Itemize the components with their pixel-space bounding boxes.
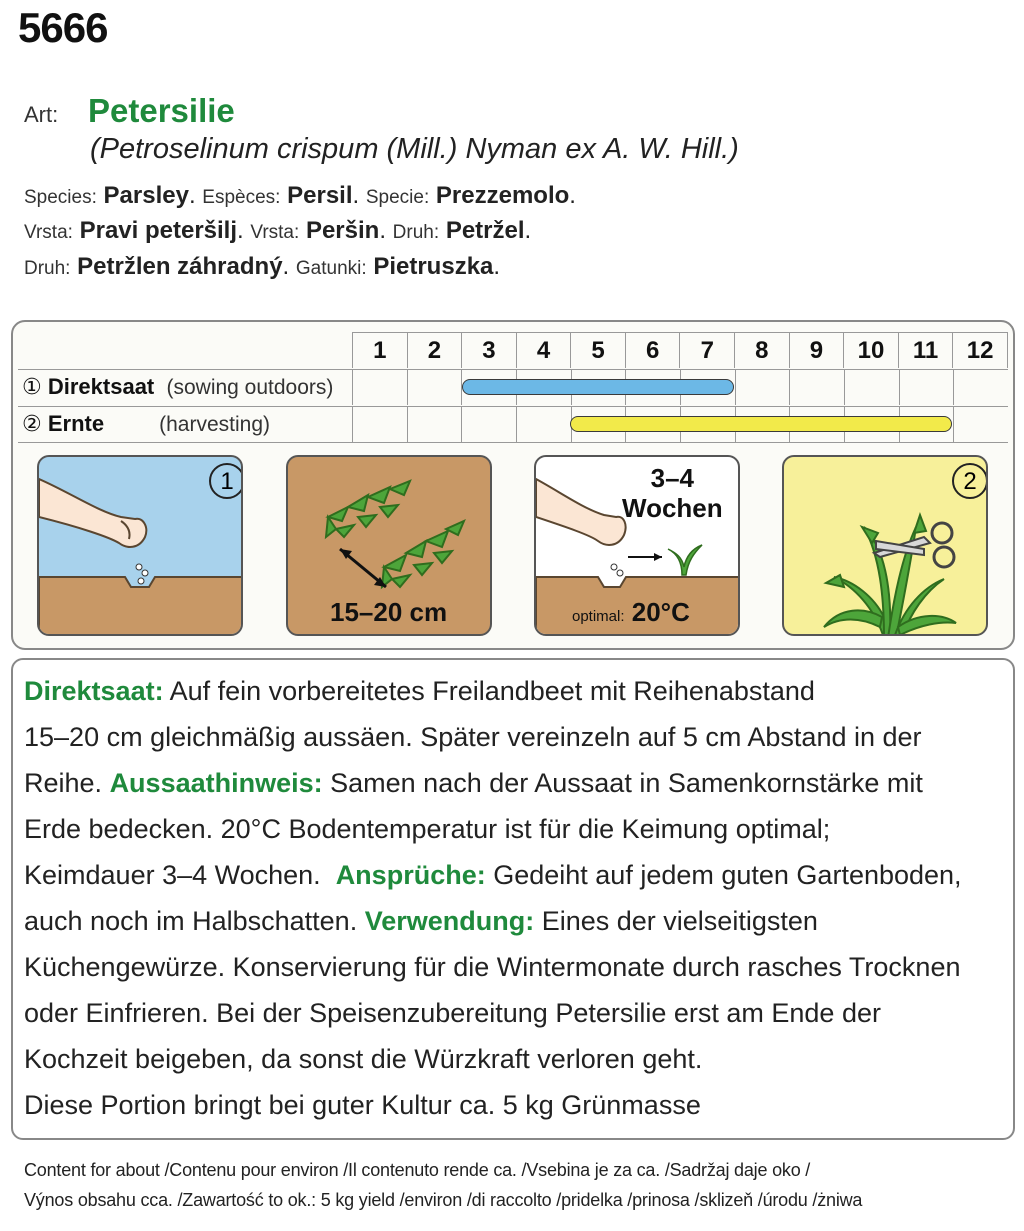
desc-text: Gedeiht auf jedem guten Gartenboden, [485, 860, 962, 890]
desc-line: Erde bedecken. 20°C Bodentemperatur ist für die Keimung optimal; [24, 814, 831, 844]
germination-time [622, 463, 723, 523]
desc-line: 15–20 cm gleichmäßig aussäen. Später vereinzeln auf 5 cm Abstand in der [24, 722, 922, 752]
spacing-label: 15–20 cm [330, 597, 448, 627]
row-number: ① [22, 374, 42, 399]
month-label: 9 [789, 333, 844, 368]
svg-text:2: 2 [963, 468, 977, 495]
species-value: Pravi peteršilj [79, 217, 238, 244]
month-label: 8 [734, 333, 789, 368]
weeks-number: 3–4 [650, 463, 695, 493]
weeks-unit: Wochen [622, 493, 723, 523]
month-label: 11 [898, 333, 953, 368]
row-label [22, 411, 270, 437]
row-number: ② [22, 411, 42, 436]
species-label: Druh: [24, 258, 71, 279]
desc-text: auch noch im Halbschatten. [24, 906, 365, 936]
heading-verwendung: Verwendung: [364, 906, 535, 936]
heading-aussaathinweis: Aussaathinweis: [109, 768, 323, 798]
desc-text: Keimdauer 3–4 Wochen. [24, 860, 336, 890]
row-label [22, 374, 333, 400]
art-label: Art: [24, 102, 59, 127]
month-label: 2 [407, 333, 462, 368]
desc-text: Eines der vielseitigsten [534, 906, 818, 936]
sowing-period-bar [462, 379, 734, 395]
row-title: Direktsaat [47, 374, 155, 399]
species-line: Vrsta: Pravi peteršilj. Vrsta: Peršin. Druh: Petržel. [24, 217, 532, 244]
months-header [352, 332, 1008, 368]
month-label: 5 [570, 333, 625, 368]
svg-text:1: 1 [220, 468, 234, 495]
harvest-period-bar [570, 416, 952, 432]
species-label: Species: [24, 187, 97, 208]
desc-line [24, 668, 1009, 714]
desc-line [24, 852, 1009, 898]
species-value: Peršin [305, 217, 380, 244]
desc-line: Küchengewürze. Konservierung für die Wintermonate durch rasches Trocknen [24, 952, 961, 982]
optimal-temperature [572, 597, 690, 628]
species-label: Vrsta: [24, 222, 73, 243]
month-label: 7 [679, 333, 734, 368]
month-label: 6 [625, 333, 680, 368]
month-label: 10 [843, 333, 898, 368]
footer-line: Výnos obsahu cca. /Zawartość to ok.: 5 kg yield /environ /di raccolto /pridelka /prinosa /sklizeň /úrodu /żniwa [24, 1190, 863, 1210]
footer-line: Content for about /Contenu pour environ /Il contenuto rende ca. /Vsebina je za ca. /Sadržaj daje oko / [24, 1160, 811, 1180]
species-line: Species: Parsley. Espèces: Persil. Specie: Prezzemolo. [24, 182, 576, 209]
species-label: Gatunki: [295, 258, 367, 279]
heading-ansprueche: Ansprüche: [335, 860, 486, 890]
species-label: Espèces: [202, 187, 281, 208]
desc-line: Kochzeit beigeben, da sonst die Würzkraft verloren geht. [24, 1044, 703, 1074]
month-label: 3 [461, 333, 516, 368]
harvest-pictogram [782, 455, 988, 636]
row-subtitle: (sowing outdoors) [166, 376, 334, 399]
product-code: 5666 [18, 4, 108, 51]
species-value: Persil [287, 182, 353, 209]
spacing-pictogram [286, 455, 492, 636]
description-text [24, 668, 1009, 1128]
species-value: Prezzemolo [435, 182, 570, 209]
desc-text: Reihe. [24, 768, 110, 798]
month-label: 12 [952, 333, 1007, 368]
temperature-value: 20°C [631, 597, 690, 627]
species-line: Druh: Petržlen záhradný. Gatunki: Pietruszka. [24, 253, 501, 280]
plant-name: Petersilie [88, 92, 235, 129]
species-value: Petržel [445, 217, 525, 244]
sowing-pictogram [37, 455, 243, 636]
month-label: 1 [373, 337, 387, 364]
month-label: 4 [516, 333, 571, 368]
desc-line [24, 898, 1009, 944]
optimal-label: optimal: [572, 608, 625, 625]
germination-pictogram [534, 455, 740, 636]
heading-direktsaat: Direktsaat: [24, 676, 164, 706]
species-label: Specie: [365, 187, 430, 208]
species-value: Pietruszka [373, 253, 494, 280]
row-title: Ernte [47, 411, 105, 436]
row-subtitle: (harvesting) [159, 413, 271, 436]
species-label: Druh: [392, 222, 440, 243]
desc-line [24, 760, 1009, 806]
desc-text: Auf fein vorbereitetes Freilandbeet mit Reihenabstand [163, 676, 815, 706]
species-label: Vrsta: [250, 222, 300, 243]
desc-line: Diese Portion bringt bei guter Kultur ca. 5 kg Grünmasse [24, 1090, 701, 1120]
desc-line: oder Einfrieren. Bei der Speisenzubereitung Petersilie erst am Ende der [24, 998, 881, 1028]
species-value: Parsley [103, 182, 189, 209]
desc-text: Samen nach der Aussaat in Samenkornstärke mit [322, 768, 923, 798]
species-value: Petržlen záhradný [77, 253, 283, 280]
latin-name: (Petroselinum crispum (Mill.) Nyman ex A. W. Hill.) [90, 133, 739, 165]
